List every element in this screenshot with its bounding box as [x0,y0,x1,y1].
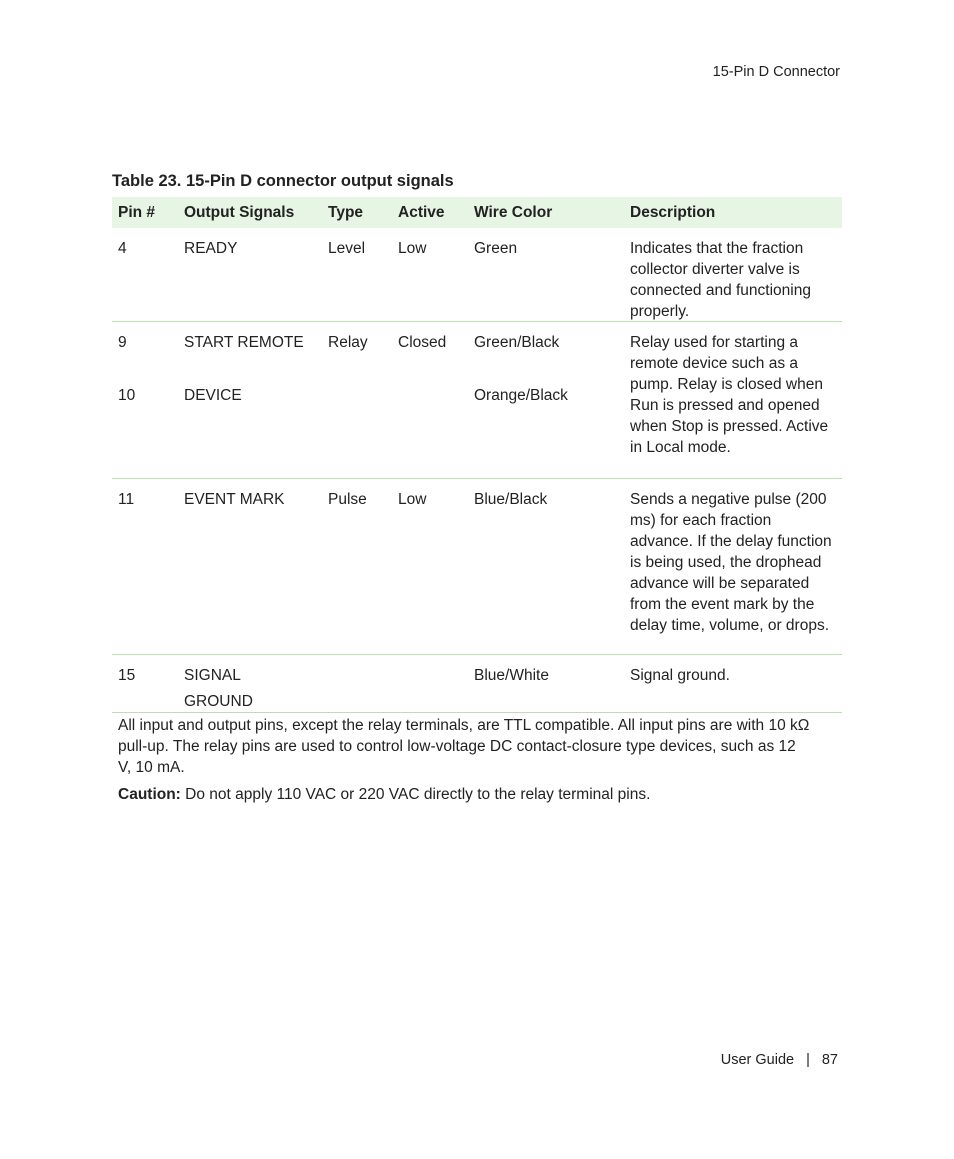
cell-pin: 15 [118,667,136,684]
col-header-description: Description [630,203,716,221]
caution-note [112,784,842,805]
cell-type: Level [328,240,366,257]
cell-signal-line2: GROUND [184,693,253,710]
cell-active: Low [398,491,427,508]
table-notes [112,713,842,805]
cell-signal [178,665,322,712]
col-header-active: Active [398,203,445,221]
cell-signal-a: START REMOTE [184,334,304,351]
col-header-pin: Pin # [118,203,156,221]
cell-pin-a: 9 [118,334,127,351]
cell-pin-b: 10 [118,387,136,404]
cell-wire-color: Green [474,240,518,257]
cell-description: Signal ground. [630,667,730,684]
cell-type: Relay [328,334,368,351]
cell-signal: EVENT MARK [184,491,285,508]
cell-wire-color-a: Green/Black [474,334,560,351]
cell-active: Low [398,240,427,257]
col-header-output-signals: Output Signals [184,203,295,221]
table-header-row [112,197,842,228]
caution-text: Do not apply 110 VAC or 220 VAC directly to the relay terminal pins. [180,786,651,803]
cell-pin: 11 [118,491,135,508]
table-row [112,228,842,322]
cell-description: Indicates that the fraction collector diverter valve is connected and functioning properly. [630,240,811,320]
footer-doc-name: User Guide [720,1052,795,1068]
cell-signal [178,332,322,478]
cell-description: Sends a negative pulse (200 ms) for each fraction advance. If the delay function is being used, the drophead advance will be separated from the event mark by the delay time, volume, or drops. [630,491,832,634]
page-footer [721,1052,838,1068]
cell-type: Pulse [328,491,367,508]
cell-pin [112,332,178,478]
table-row [112,479,842,655]
cell-pin: 4 [118,240,127,257]
cell-signal-line1: SIGNAL [184,667,241,684]
cell-signal-b: DEVICE [184,387,242,404]
output-signals-table [112,197,842,713]
cell-wire-color [468,332,624,478]
col-header-type: Type [328,203,364,221]
general-note: All input and output pins, except the relay terminals, are TTL compatible. All input pins are with 10 kΩ pull-up. The relay pins are used to control low-voltage DC contact-closure type devices, such as 12 V, 10 mA. [118,717,810,776]
cell-wire-color: Blue/White [474,667,549,684]
cell-description: Relay used for starting a remote device such as a pump. Relay is closed when Run is pressed and opened when Stop is pressed. Active in Local mode. [630,334,829,456]
cell-signal: READY [184,240,238,257]
cell-wire-color-b: Orange/Black [474,387,568,404]
running-header: 15-Pin D Connector [712,64,840,80]
cell-wire-color: Blue/Black [474,491,548,508]
table-row [112,322,842,479]
footer-separator: | [806,1052,810,1068]
cell-active [392,665,468,712]
caution-label: Caution: [118,786,181,803]
col-header-wire-color: Wire Color [474,203,553,221]
cell-active: Closed [398,334,447,351]
table-caption: Table 23. 15-Pin D connector output signals [112,172,454,190]
table-row [112,655,842,713]
page-number: 87 [821,1052,838,1068]
cell-type [322,665,392,712]
